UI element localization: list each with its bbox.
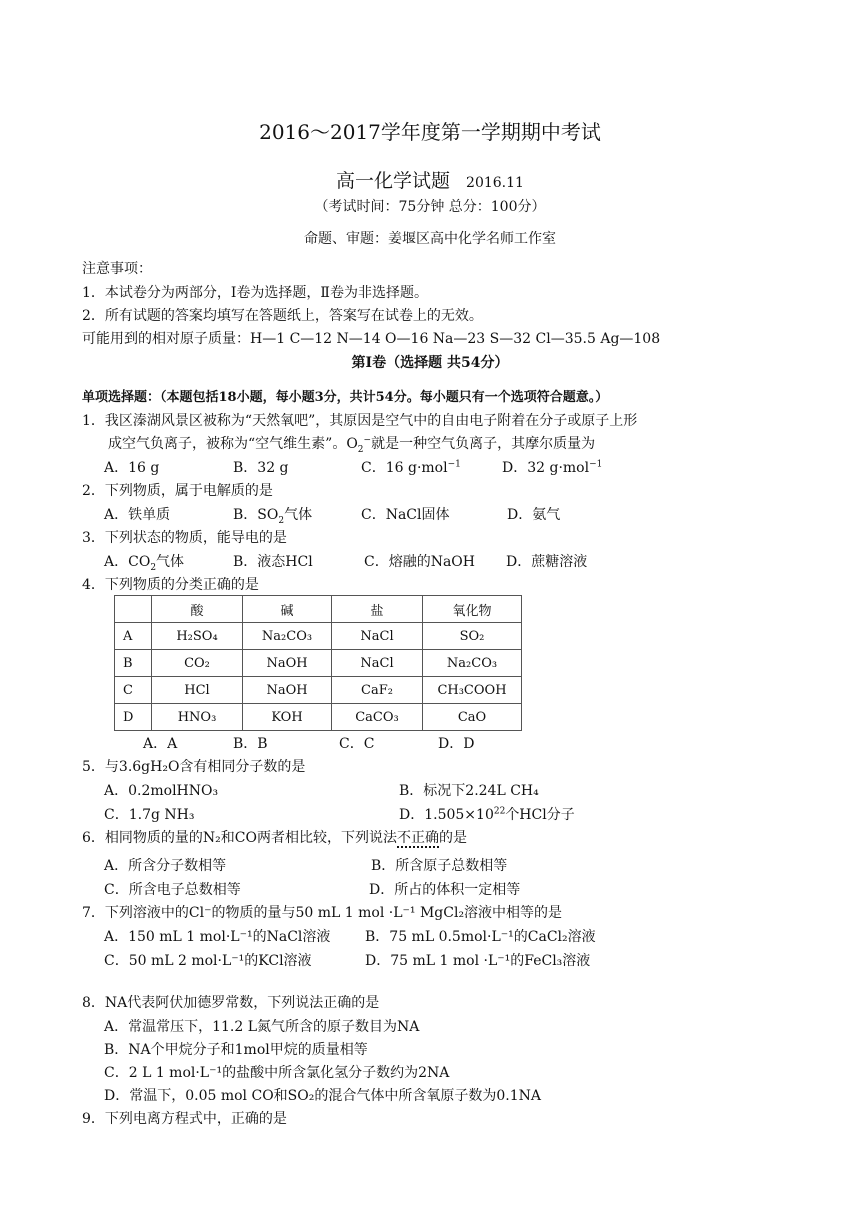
table-cell: HNO₃ xyxy=(152,704,243,731)
table-cell: CO₂ xyxy=(152,650,243,677)
table-header-row xyxy=(115,596,522,623)
table-cell: NaCl xyxy=(332,623,423,650)
q6-option-b: B．所含原子总数相等 xyxy=(371,858,508,874)
q2-option-a: A．铁单质 xyxy=(104,507,171,523)
q2-stem: 2．下列物质，属于电解质的是 xyxy=(82,483,273,499)
q5-option-d-end: 个HCl分子 xyxy=(505,807,575,823)
q6-stem-end: 的是 xyxy=(438,830,467,846)
q1-option-c-text: C．16 g·mol xyxy=(361,460,448,476)
table-header-cell: 碱 xyxy=(243,596,332,623)
q5-option-a: A．0.2molHNO₃ xyxy=(104,783,219,799)
section-title: 第Ⅰ卷（选择题 共54分） xyxy=(351,355,509,371)
q5-option-d-exp: 22 xyxy=(493,806,506,817)
table-cell: H₂SO₄ xyxy=(152,623,243,650)
table-cell: CaO xyxy=(423,704,522,731)
q1-sub: 2 xyxy=(357,444,364,455)
q3-option-b: B．液态HCl xyxy=(233,554,313,570)
table-cell: D xyxy=(115,704,152,731)
q3-option-a-sub: 2 xyxy=(150,562,157,573)
q5-option-d xyxy=(399,804,575,824)
table-cell: KOH xyxy=(243,704,332,731)
q4-option-d: D．D xyxy=(438,736,475,752)
exam-info: （考试时间：75分钟 总分：100分） xyxy=(314,199,546,215)
q3-stem: 3．下列状态的物质，能导电的是 xyxy=(82,530,287,546)
q8-option-d: D．常温下，0.05 mol CO和SO₂的混合气体中所含氧原子数为0.1NA xyxy=(104,1088,541,1104)
q2-option-d: D．氨气 xyxy=(507,507,561,523)
exam-author: 命题、审题：姜堰区高中化学名师工作室 xyxy=(304,231,556,247)
table-cell: A xyxy=(115,623,152,650)
table-cell: C xyxy=(115,677,152,704)
table-row xyxy=(115,623,522,650)
table-cell: HCl xyxy=(152,677,243,704)
q2-option-b-text: B．SO xyxy=(233,507,279,523)
q2-option-c: C．NaCl固体 xyxy=(361,507,450,523)
q7-option-c: C．50 mL 2 mol·L⁻¹的KCl溶液 xyxy=(104,953,312,969)
table-cell: B xyxy=(115,650,152,677)
q6-option-c: C．所含电子总数相等 xyxy=(104,882,241,898)
q1-option-c-exp: −1 xyxy=(447,459,461,470)
note-item-2: 2．所有试题的答案均填写在答题纸上，答案写在试卷上的无效。 xyxy=(82,308,483,324)
q1-sup: − xyxy=(363,435,372,446)
q1-stem-line2 xyxy=(108,433,595,455)
atomic-masses: 可能用到的相对原子质量：H—1 C—12 N—14 O—16 Na—23 S—32 Cl—35.5 Ag—108 xyxy=(82,331,661,347)
exam-title: 2016～2017学年度第一学期期中考试 xyxy=(259,120,601,144)
table-cell: NaOH xyxy=(243,677,332,704)
q6-stem-text: 6．相同物质的量的N₂和CO两者相比较，下列说法 xyxy=(82,830,397,846)
table-cell: SO₂ xyxy=(423,623,522,650)
q5-option-c: C．1.7g NH₃ xyxy=(104,807,195,823)
q7-option-a: A．150 mL 1 mol·L⁻¹的NaCl溶液 xyxy=(104,929,331,945)
q6-emphasis: 不正确 xyxy=(396,830,439,846)
section-instruction: 单项选择题：（本题包括18小题，每小题3分，共计54分。每小题只有一个选项符合题意。） xyxy=(82,390,609,405)
exam-date: 2016.11 xyxy=(466,175,524,191)
q1-option-d-exp: −1 xyxy=(589,459,603,470)
q9-stem: 9．下列电离方程式中，正确的是 xyxy=(82,1111,287,1127)
q2-option-b-end: 气体 xyxy=(284,507,313,523)
q4-option-c: C．C xyxy=(339,736,375,752)
q3-option-a-text: A．CO xyxy=(104,554,151,570)
table-cell: Na₂CO₃ xyxy=(423,650,522,677)
table-cell: NaCl xyxy=(332,650,423,677)
classification-table xyxy=(114,595,522,731)
q1-option-a: A．16 g xyxy=(104,460,160,476)
table-header-cell: 盐 xyxy=(332,596,423,623)
q8-option-b: B．NA个甲烷分子和1mol甲烷的质量相等 xyxy=(104,1042,368,1058)
q7-option-b: B．75 mL 0.5mol·L⁻¹的CaCl₂溶液 xyxy=(365,929,596,945)
notes-heading: 注意事项： xyxy=(82,261,152,277)
q5-option-d-text: D．1.505×10 xyxy=(399,807,494,823)
q5-stem: 5．与3.6gH₂O含有相同分子数的是 xyxy=(82,759,306,775)
q6-stem xyxy=(82,827,467,847)
q2-option-b-sub: 2 xyxy=(278,515,285,526)
q6-option-d: D．所占的体积一定相等 xyxy=(369,882,521,898)
table-header-cell xyxy=(115,596,152,623)
table-cell: CH₃COOH xyxy=(423,677,522,704)
table-header-cell: 氧化物 xyxy=(423,596,522,623)
q1-option-d-text: D．32 g·mol xyxy=(502,460,590,476)
q4-option-b: B．B xyxy=(233,736,268,752)
q8-stem: 8．NA代表阿伏加德罗常数，下列说法正确的是 xyxy=(82,995,380,1011)
q8-option-c: C．2 L 1 mol·L⁻¹的盐酸中所含氯化氢分子数约为2NA xyxy=(104,1065,450,1081)
q7-option-d: D．75 mL 1 mol ·L⁻¹的FeCl₃溶液 xyxy=(365,953,591,969)
q5-option-b: B．标况下2.24L CH₄ xyxy=(399,783,539,799)
table-cell: CaF₂ xyxy=(332,677,423,704)
table-cell: NaOH xyxy=(243,650,332,677)
table-row xyxy=(115,704,522,731)
q1-stem-text-end: 就是一种空气负离子，其摩尔质量为 xyxy=(371,436,596,452)
table-cell: CaCO₃ xyxy=(332,704,423,731)
note-item-1: 1．本试卷分为两部分，Ⅰ卷为选择题，Ⅱ卷为非选择题。 xyxy=(82,285,428,301)
table-cell: Na₂CO₃ xyxy=(243,623,332,650)
table-header-cell: 酸 xyxy=(152,596,243,623)
q8-option-a: A．常温常压下，11.2 L氮气所含的原子数目为NA xyxy=(104,1019,420,1035)
q2-option-b xyxy=(233,504,312,526)
q1-option-c xyxy=(361,457,461,477)
q3-option-c: C．熔融的NaOH xyxy=(364,554,475,570)
q1-stem-line1: 1．我区溱湖风景区被称为“天然氧吧”，其原因是空气中的自由电子附着在分子或原子上形 xyxy=(82,413,638,429)
q4-stem: 4．下列物质的分类正确的是 xyxy=(82,577,259,593)
q1-stem-text: 成空气负离子，被称为“空气维生素”。O xyxy=(108,436,358,452)
q3-option-a-end: 气体 xyxy=(156,554,185,570)
q1-option-d xyxy=(502,457,602,477)
q4-option-a: A．A xyxy=(143,736,178,752)
q3-option-d: D．蔗糖溶液 xyxy=(506,554,588,570)
table-row xyxy=(115,677,522,704)
q1-option-b: B．32 g xyxy=(233,460,289,476)
q7-stem: 7．下列溶液中的Cl⁻的物质的量与50 mL 1 mol ·L⁻¹ MgCl₂溶液中相等的是 xyxy=(82,905,563,921)
table-row xyxy=(115,650,522,677)
exam-subtitle xyxy=(0,166,860,193)
q6-option-a: A．所含分子数相等 xyxy=(104,858,227,874)
subject-title: 高一化学试题 xyxy=(336,170,451,192)
q3-option-a xyxy=(104,551,184,573)
